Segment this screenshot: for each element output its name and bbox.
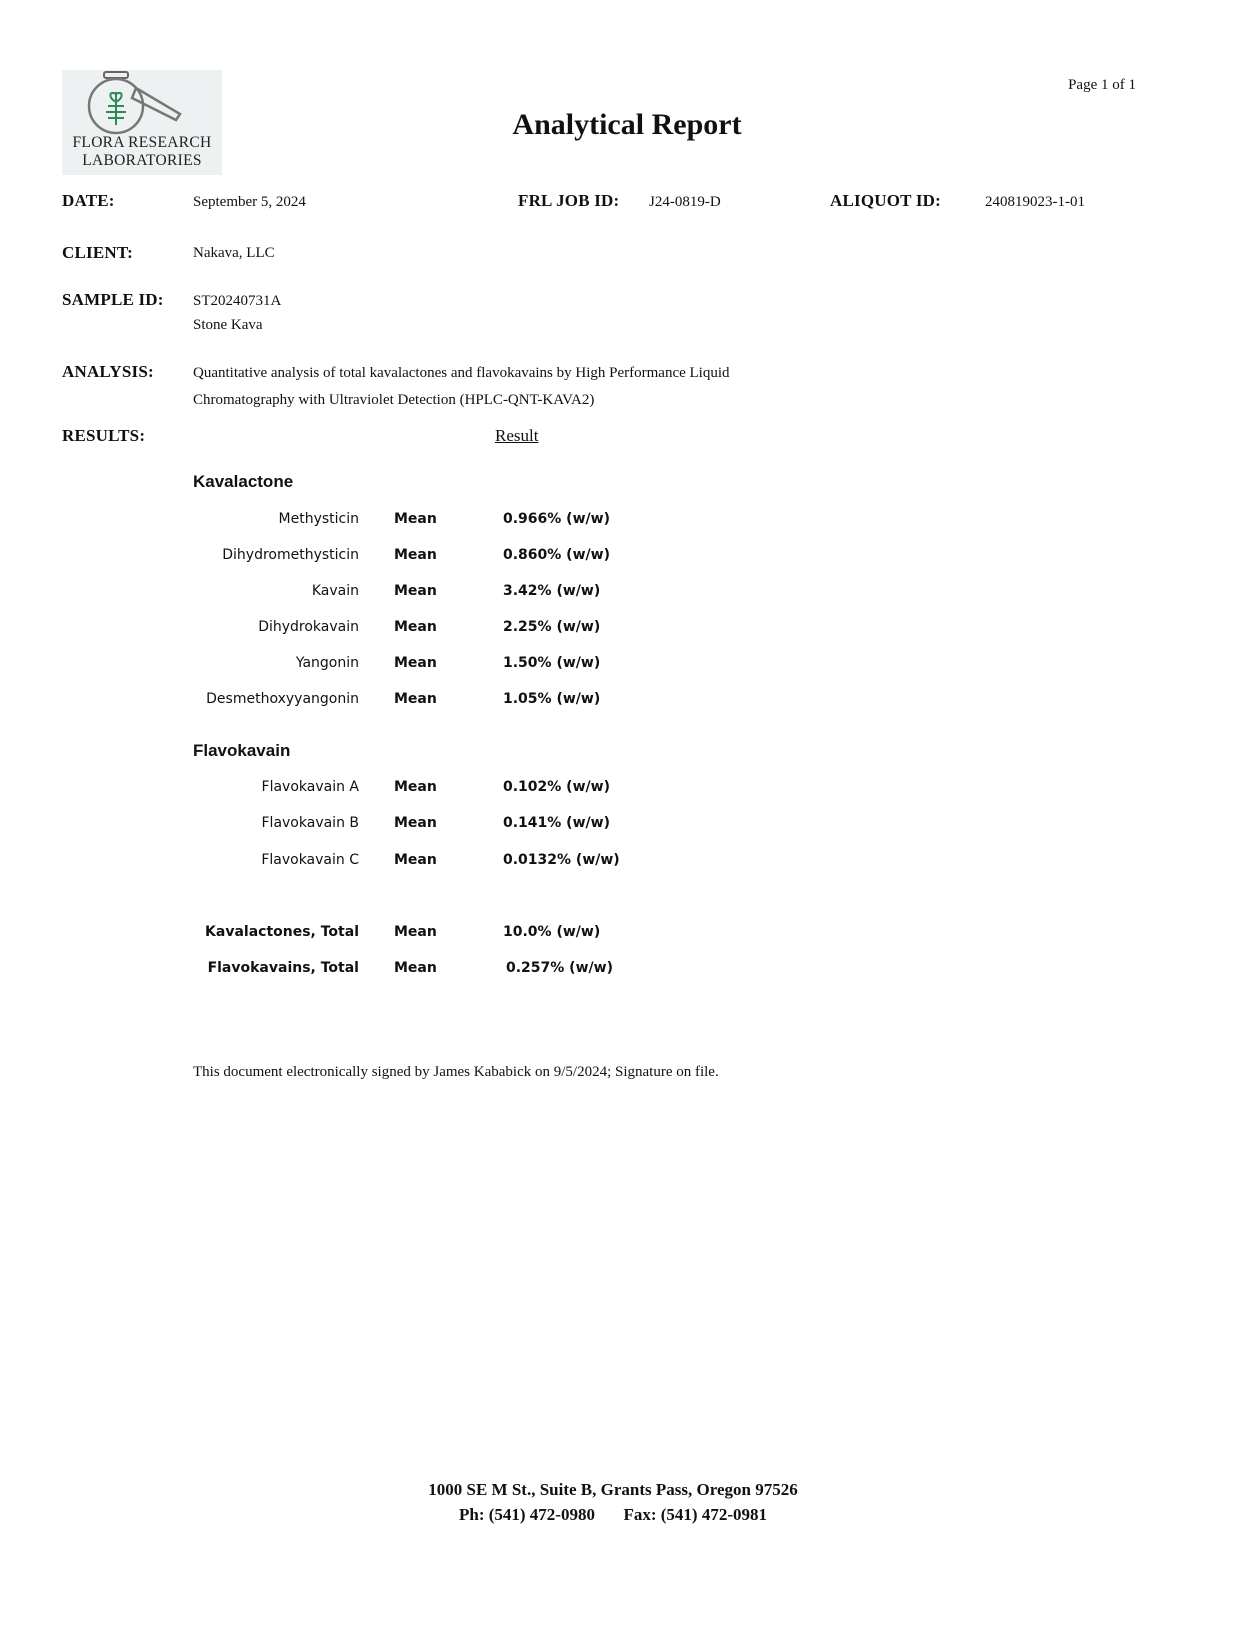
results-label: RESULTS:: [62, 426, 146, 445]
client-label: CLIENT:: [62, 243, 133, 262]
analyte-name: Flavokavain A: [261, 779, 359, 795]
analyte-value: 0.966% (w/w): [503, 511, 610, 527]
analyte-stat: Mean: [394, 619, 437, 635]
analyte-value: 1.50% (w/w): [503, 655, 601, 671]
total-stat: Mean: [394, 924, 437, 940]
sample-name-value: Stone Kava: [193, 317, 263, 333]
total-value: 10.0% (w/w): [503, 924, 601, 940]
analyte-stat: Mean: [394, 852, 437, 868]
logo-line-1: FLORA RESEARCH: [72, 134, 212, 151]
analyte-value: 0.0132% (w/w): [503, 852, 620, 868]
analyte-stat: Mean: [394, 511, 437, 527]
report-title: Analytical Report: [512, 108, 742, 141]
footer-phone: Ph: (541) 472-0980: [458, 1505, 595, 1524]
total-value: 0.257% (w/w): [506, 960, 613, 976]
aliquot-id-value: 240819023-1-01: [985, 194, 1085, 210]
analyte-name: Kavain: [311, 583, 359, 599]
analyte-stat: Mean: [394, 655, 437, 671]
analyte-name: Dihydrokavain: [258, 619, 359, 635]
analyte-name: Desmethoxyyangonin: [206, 691, 359, 707]
analyte-stat: Mean: [394, 583, 437, 599]
kavalactone-heading: Kavalactone: [193, 472, 294, 491]
analyte-value: 0.141% (w/w): [503, 815, 610, 831]
total-stat: Mean: [394, 960, 437, 976]
client-value: Nakava, LLC: [193, 245, 275, 261]
analysis-line-2: Chromatography with Ultraviolet Detection (HPLC-QNT-KAVA2): [193, 392, 595, 408]
sample-id-value: ST20240731A: [193, 293, 282, 309]
job-id-label: FRL JOB ID:: [518, 191, 620, 210]
analyte-stat: Mean: [394, 815, 437, 831]
analyte-value: 2.25% (w/w): [503, 619, 601, 635]
analyte-name: Dihydromethysticin: [222, 547, 359, 563]
total-name: Kavalactones, Total: [205, 924, 359, 940]
analyte-name: Methysticin: [278, 511, 359, 527]
analyte-value: 1.05% (w/w): [503, 691, 601, 707]
analysis-line-1: Quantitative analysis of total kavalactones and flavokavains by High Performance Liquid: [193, 365, 730, 381]
analyte-stat: Mean: [394, 691, 437, 707]
analysis-label: ANALYSIS:: [62, 362, 154, 381]
footer-address: 1000 SE M St., Suite B, Grants Pass, Oregon 97526: [428, 1480, 798, 1499]
result-column-header: Result: [495, 426, 539, 445]
aliquot-id-label: ALIQUOT ID:: [830, 191, 941, 210]
footer-contact: [0, 1505, 1226, 1525]
date-value: September 5, 2024: [193, 194, 306, 210]
analyte-value: 0.860% (w/w): [503, 547, 610, 563]
analyte-stat: Mean: [394, 779, 437, 795]
analyte-name: Yangonin: [295, 655, 359, 671]
total-name: Flavokavains, Total: [207, 960, 359, 976]
page-number: Page 1 of 1: [1068, 77, 1136, 93]
sample-id-label: SAMPLE ID:: [62, 290, 164, 309]
analyte-name: Flavokavain B: [261, 815, 359, 831]
logo-line-2: LABORATORIES: [82, 152, 202, 169]
job-id-value: J24-0819-D: [649, 194, 721, 210]
date-label: DATE:: [62, 191, 115, 210]
flavokavain-heading: Flavokavain: [193, 741, 291, 760]
footer-fax: Fax: (541) 472-0981: [623, 1505, 767, 1524]
analyte-stat: Mean: [394, 547, 437, 563]
analyte-name: Flavokavain C: [261, 852, 359, 868]
signature-note: This document electronically signed by James Kababick on 9/5/2024; Signature on file.: [193, 1064, 719, 1080]
analyte-value: 3.42% (w/w): [503, 583, 601, 599]
analyte-value: 0.102% (w/w): [503, 779, 610, 795]
